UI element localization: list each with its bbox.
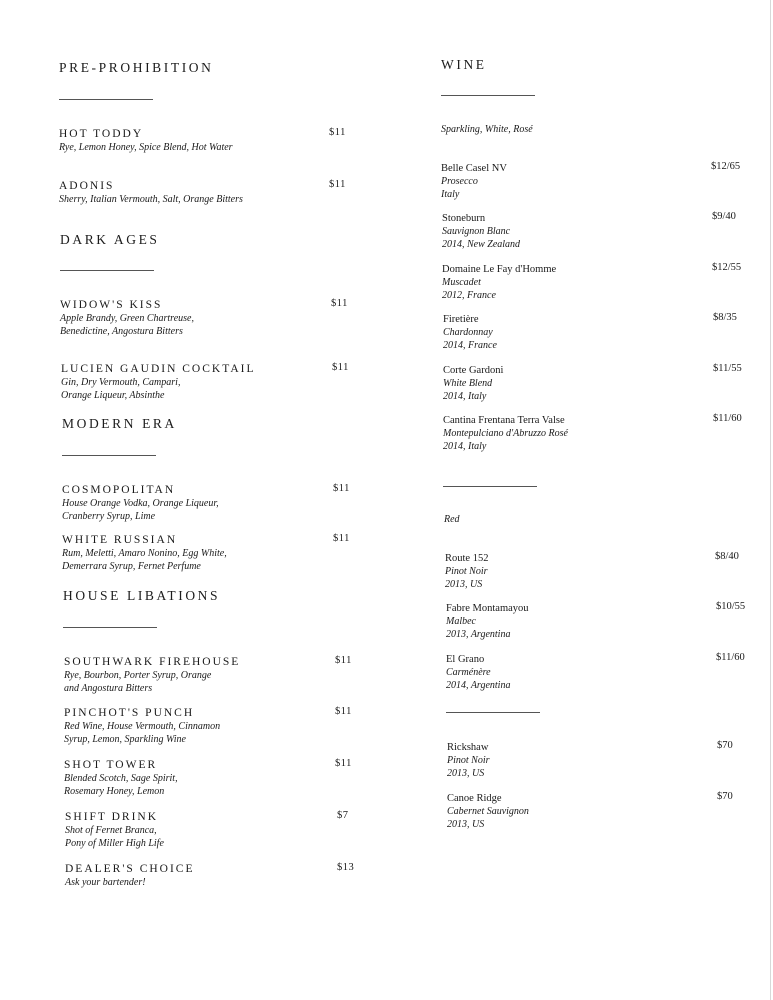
wine-item-corte-gardoni (443, 364, 683, 403)
drink-description: Rye, Lemon Honey, Spice Blend, Hot Water (59, 142, 233, 153)
wine-name: Corte Gardoni (443, 365, 504, 376)
section-divider (446, 712, 540, 713)
drink-description: Sherry, Italian Vermouth, Salt, Orange Bitters (59, 194, 243, 205)
wine-price: $12/65 (711, 161, 741, 172)
wine-varietal: White Blend (443, 378, 493, 389)
section-divider (443, 486, 537, 487)
drink-price: $11 (329, 127, 346, 138)
drink-price: $11 (331, 298, 348, 309)
wine-item-belle-casel (441, 162, 681, 201)
wine-item-route-152 (445, 552, 685, 591)
drink-price: $11 (333, 483, 350, 494)
wine-item-canoe-ridge (447, 792, 687, 831)
wine-price: $70 (717, 740, 733, 751)
wine-subheading-sparkling-white-rose: Sparkling, White, Rosé (441, 124, 533, 135)
section-divider (63, 627, 157, 628)
wine-varietal: Pinot Noir (447, 755, 490, 766)
drink-price: $11 (333, 533, 350, 544)
wine-origin: 2014, Argentina (446, 680, 511, 691)
drink-description: Ask your bartender! (65, 877, 146, 888)
drink-description: Cranberry Syrup, Lime (62, 511, 156, 522)
wine-origin: 2013, US (445, 579, 483, 590)
drink-description: Orange Liqueur, Absinthe (61, 390, 165, 401)
drink-name: ADONIS (59, 180, 115, 192)
drink-name: LUCIEN GAUDIN COCKTAIL (61, 363, 256, 375)
wine-price: $8/35 (713, 312, 737, 323)
drink-description: Demerrara Syrup, Fernet Perfume (62, 561, 201, 572)
wine-item-stoneburn (442, 212, 682, 251)
section-divider (59, 99, 153, 100)
wine-varietal: Chardonnay (443, 327, 493, 338)
drink-name: DEALER'S CHOICE (65, 863, 195, 875)
wine-price: $12/55 (712, 262, 742, 273)
drink-description: Gin, Dry Vermouth, Campari, (61, 377, 181, 388)
drink-description: Apple Brandy, Green Chartreuse, (60, 313, 194, 324)
wine-name: Belle Casel NV (441, 163, 507, 174)
wine-price: $11/60 (716, 652, 745, 663)
wine-item-domaine-le-fay (442, 263, 682, 302)
drink-description: Blended Scotch, Sage Spirit, (64, 773, 178, 784)
section-divider (441, 95, 535, 96)
wine-subheading-red: Red (444, 514, 460, 525)
drink-name: SHOT TOWER (64, 759, 158, 771)
section-title-modern-era: MODERN ERA (62, 416, 177, 431)
drink-description: Rum, Meletti, Amaro Nonino, Egg White, (62, 548, 227, 559)
drink-description: Red Wine, House Vermouth, Cinnamon (64, 721, 221, 732)
wine-varietal: Cabernet Sauvignon (447, 806, 529, 817)
drink-name: PINCHOT'S PUNCH (64, 707, 195, 719)
wine-item-firetiere (443, 313, 683, 352)
drink-description: Rye, Bourbon, Porter Syrup, Orange (64, 670, 212, 681)
section-title-house-libations: HOUSE LIBATIONS (63, 588, 221, 603)
drink-price: $11 (332, 362, 349, 373)
wine-item-cantina-frentana (443, 414, 683, 453)
drink-price: $7 (337, 810, 349, 821)
wine-origin: Italy (441, 189, 460, 200)
wine-name: Cantina Frentana Terra Valse (443, 415, 565, 426)
drink-name: WIDOW'S KISS (60, 299, 163, 311)
wine-varietal: Sauvignon Blanc (442, 226, 511, 237)
wine-name: Rickshaw (447, 742, 489, 753)
wine-item-fabre-montamayou (446, 602, 686, 641)
wine-varietal: Prosecco (441, 176, 478, 187)
wine-price: $11/55 (713, 363, 742, 374)
drink-price: $11 (335, 758, 352, 769)
drink-name: SHIFT DRINK (65, 811, 159, 823)
wine-name: Firetière (443, 314, 479, 325)
wine-origin: 2013, US (447, 768, 485, 779)
wine-origin: 2014, Italy (443, 391, 487, 402)
drink-description: Syrup, Lemon, Sparkling Wine (64, 734, 186, 745)
drink-price: $11 (335, 655, 352, 666)
wine-price: $8/40 (715, 551, 739, 562)
drink-name: HOT TODDY (59, 128, 144, 140)
drink-description: Shot of Fernet Branca, (65, 825, 157, 836)
page-edge (770, 0, 771, 1000)
drink-description: House Orange Vodka, Orange Liqueur, (62, 498, 219, 509)
wine-origin: 2013, US (447, 819, 485, 830)
wine-varietal: Pinot Noir (445, 566, 488, 577)
drink-description: Benedictine, Angostura Bitters (60, 326, 183, 337)
drink-price: $13 (337, 862, 355, 873)
wine-price: $70 (717, 791, 733, 802)
wine-varietal: Muscadet (442, 277, 481, 288)
wine-varietal: Montepulciano d'Abruzzo Rosé (443, 428, 568, 439)
wine-varietal: Carménère (446, 667, 491, 678)
wine-origin: 2014, France (443, 340, 497, 351)
drink-name: COSMOPOLITAN (62, 484, 176, 496)
drink-description: and Angostura Bitters (64, 683, 153, 694)
wine-origin: 2012, France (442, 290, 496, 301)
wine-name: Domaine Le Fay d'Homme (442, 264, 557, 275)
drink-name: WHITE RUSSIAN (62, 534, 178, 546)
drink-price: $11 (335, 706, 352, 717)
wine-name: Fabre Montamayou (446, 603, 529, 614)
drink-description: Rosemary Honey, Lemon (64, 786, 165, 797)
wine-name: Route 152 (445, 553, 489, 564)
wine-origin: 2014, New Zealand (442, 239, 521, 250)
section-divider (60, 270, 154, 271)
wine-name: Stoneburn (442, 213, 486, 224)
section-title-dark-ages: DARK AGES (60, 232, 160, 247)
wine-item-el-grano (446, 653, 686, 692)
wine-origin: 2014, Italy (443, 441, 487, 452)
wine-origin: 2013, Argentina (446, 629, 511, 640)
wine-price: $10/55 (716, 601, 746, 612)
drink-name: SOUTHWARK FIREHOUSE (64, 656, 241, 668)
drink-description: Pony of Miller High Life (65, 838, 164, 849)
section-divider (62, 455, 156, 456)
wine-price: $9/40 (712, 211, 736, 222)
wine-item-rickshaw (447, 741, 687, 780)
wine-varietal: Malbec (446, 616, 476, 627)
wine-name: Canoe Ridge (447, 793, 502, 804)
section-title-pre-prohibition: PRE-PROHIBITION (59, 60, 214, 75)
drink-price: $11 (329, 179, 346, 190)
wine-name: El Grano (446, 654, 485, 665)
section-title-wine: WINE (441, 57, 487, 72)
wine-price: $11/60 (713, 413, 742, 424)
